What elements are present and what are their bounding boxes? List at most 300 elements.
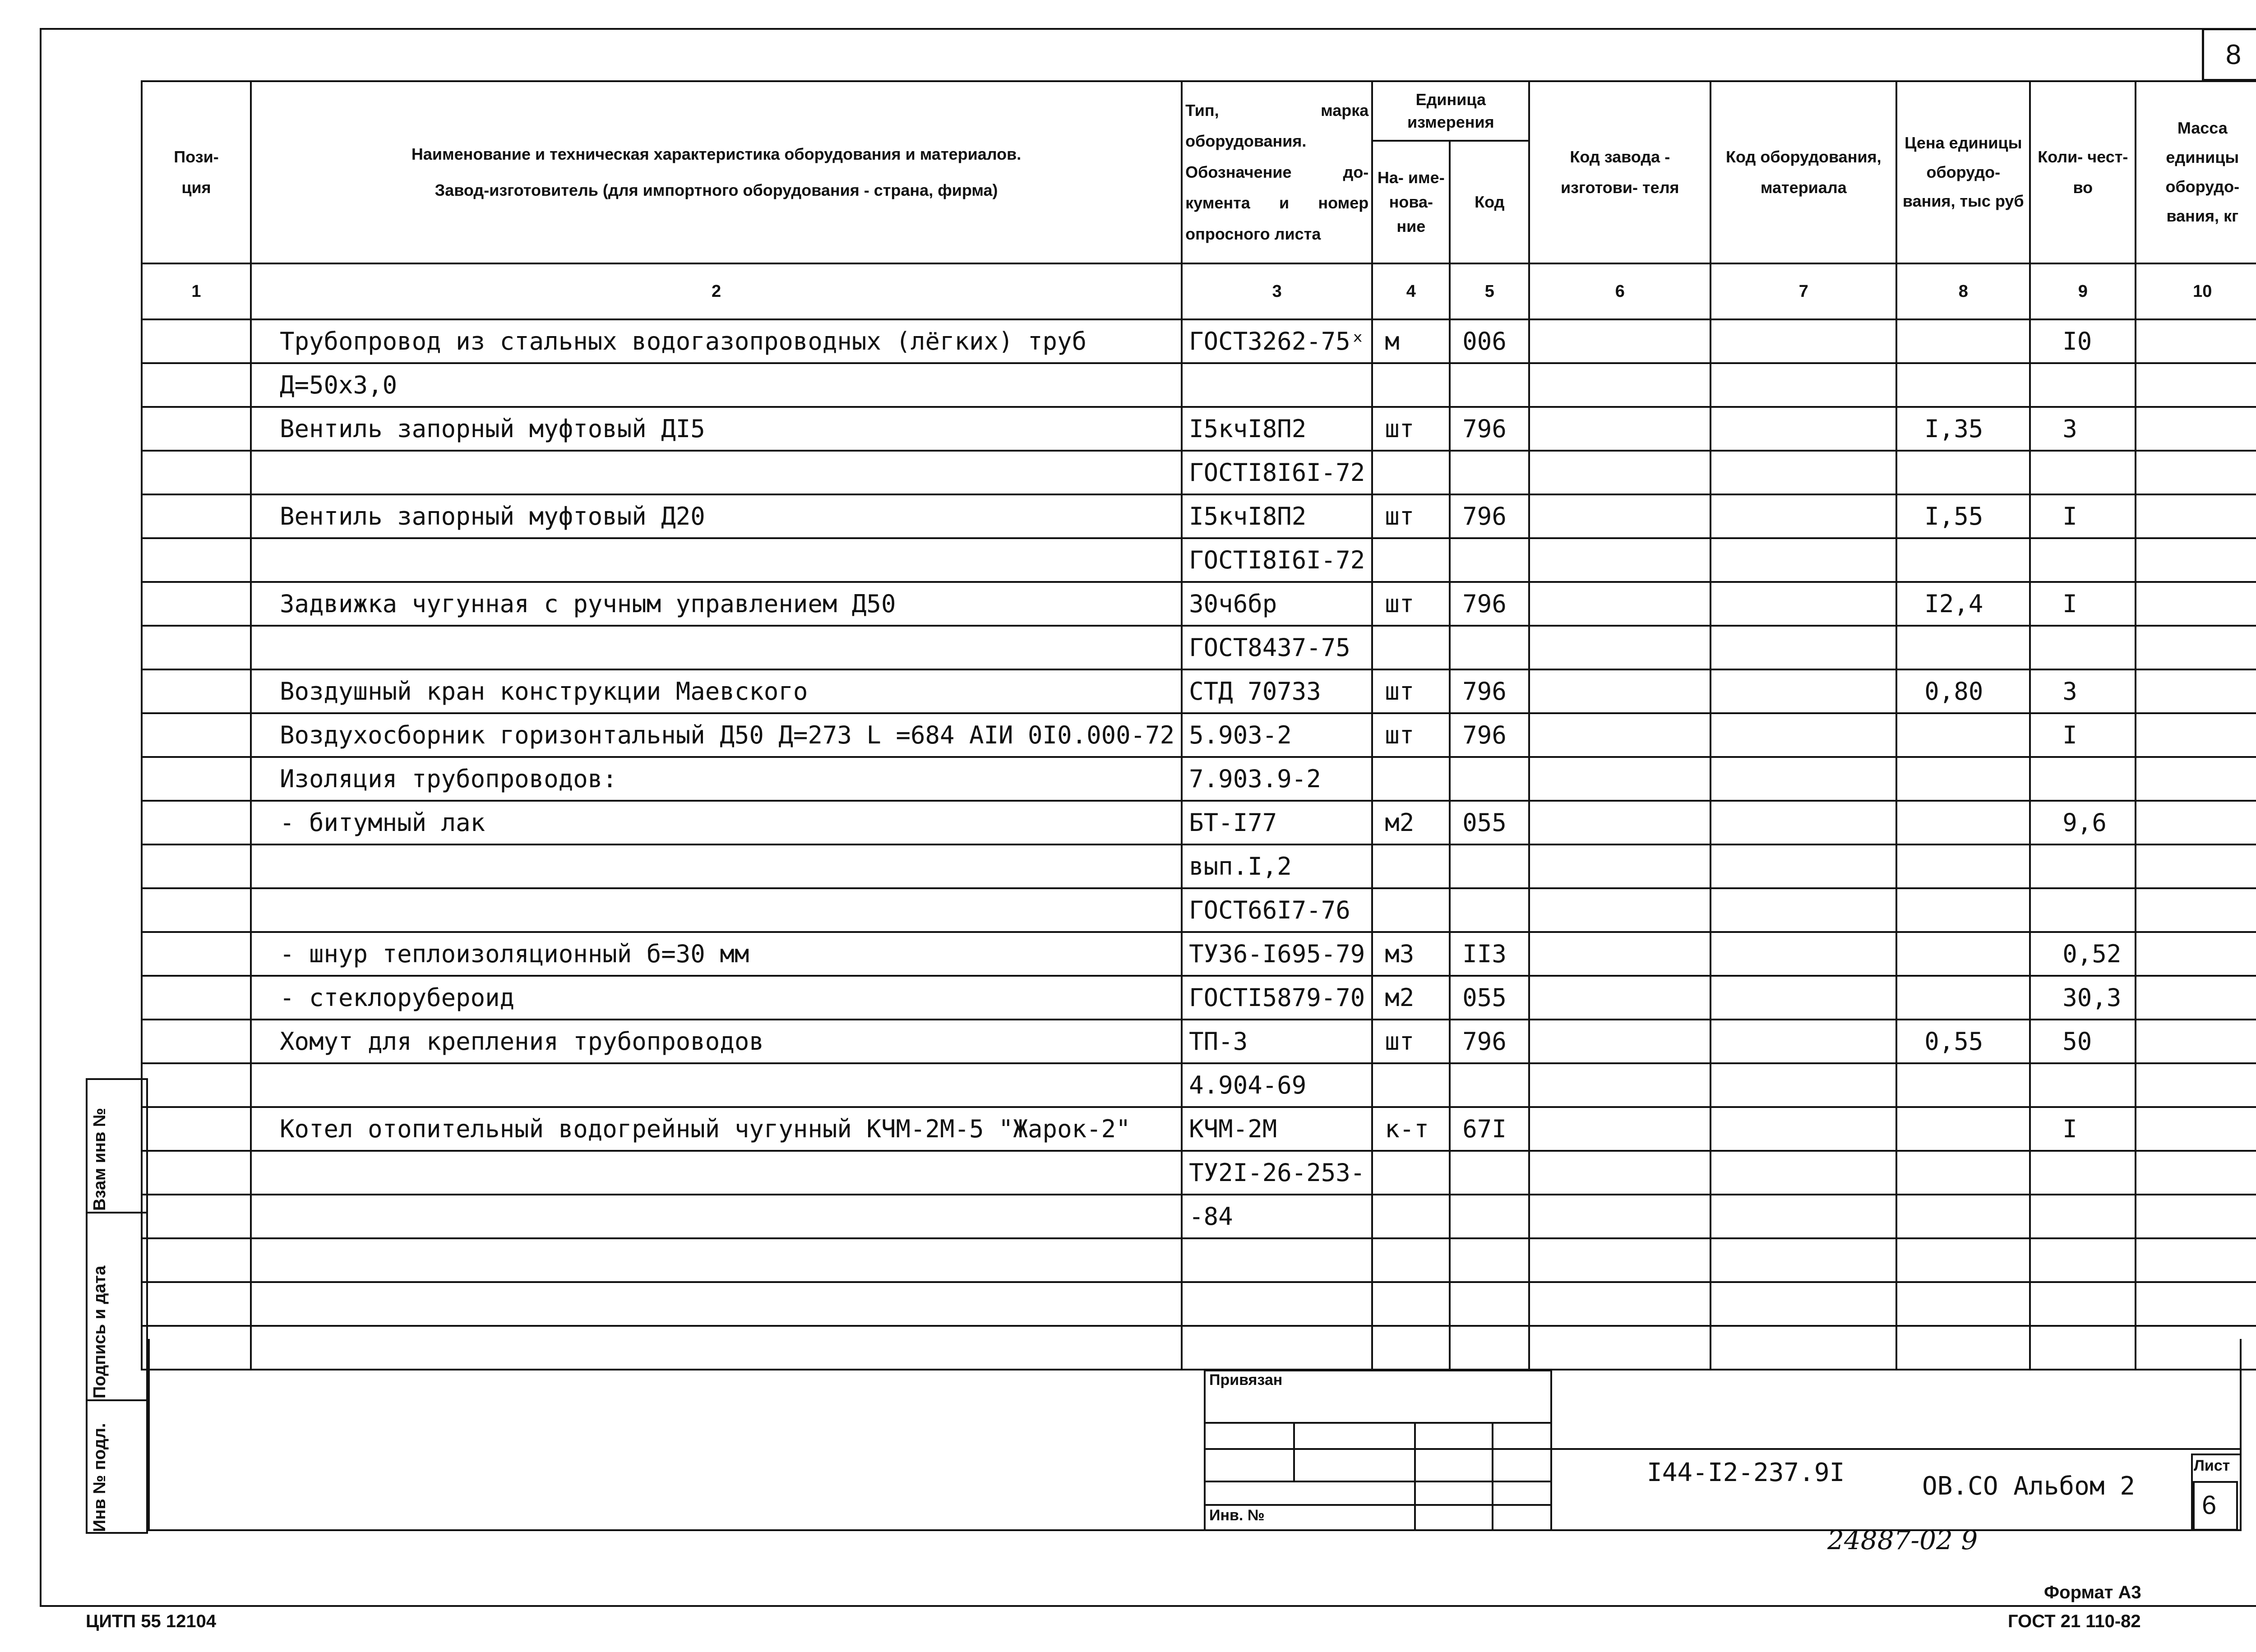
col-number: 8 [1896, 263, 2030, 319]
cell-price [1896, 451, 2030, 494]
cell-f [1529, 319, 1710, 363]
cell-unit [1372, 844, 1450, 888]
cell-qty [2030, 1151, 2136, 1195]
table-row [142, 1020, 2256, 1063]
cell-m [2136, 888, 2256, 932]
cell-m [2136, 801, 2256, 844]
stamp-inv-label: Инв. № [1209, 1507, 1265, 1524]
cell-m [2136, 932, 2256, 976]
col-number: 7 [1710, 263, 1896, 319]
cell-m [2136, 1195, 2256, 1238]
cell-code: 006 [1450, 319, 1529, 363]
cell-qty [2030, 757, 2136, 801]
side-cell-inv [86, 1399, 148, 1534]
table-row [142, 494, 2256, 538]
cell-m [2136, 1107, 2256, 1151]
cell-price [1896, 932, 2030, 976]
cell-f [1529, 582, 1710, 626]
list-top-line [2191, 1454, 2242, 1455]
header-unit-name: На- име- нова- ние [1372, 141, 1450, 263]
cell-unit [1372, 1282, 1450, 1326]
cell-f [1529, 713, 1710, 757]
cell-e [1710, 363, 1896, 407]
cell-pos [142, 451, 251, 494]
cell-pos [142, 1195, 251, 1238]
cell-f [1529, 363, 1710, 407]
cell-f [1529, 407, 1710, 451]
cell-qty: 3 [2030, 407, 2136, 451]
cell-doc: вып.I,2 [1182, 844, 1372, 888]
cell-doc: ТУ36-I695-79 [1182, 932, 1372, 976]
cell-e [1710, 844, 1896, 888]
cell-name [251, 1151, 1182, 1195]
stamp-line [1204, 1422, 1552, 1424]
cell-name: - шнур теплоизоляционный б=30 мм [251, 932, 1182, 976]
cell-e [1710, 451, 1896, 494]
cell-code: 796 [1450, 494, 1529, 538]
cell-price [1896, 1282, 2030, 1326]
cell-f [1529, 757, 1710, 801]
cell-e [1710, 538, 1896, 582]
cell-m [2136, 669, 2256, 713]
cell-name [251, 844, 1182, 888]
cell-f [1529, 494, 1710, 538]
cell-e [1710, 1195, 1896, 1238]
cell-e [1710, 757, 1896, 801]
cell-m [2136, 626, 2256, 669]
cell-name [251, 626, 1182, 669]
cell-doc: ГОСТI8I6I-72 [1182, 451, 1372, 494]
cell-f [1529, 888, 1710, 932]
stamp-vline [1492, 1422, 1493, 1531]
side-cell-podpis [86, 1212, 148, 1401]
cell-doc: СТД 70733 [1182, 669, 1372, 713]
cell-unit: шт [1372, 582, 1450, 626]
table-row [142, 538, 2256, 582]
cell-price [1896, 1195, 2030, 1238]
cell-unit [1372, 451, 1450, 494]
cell-qty [2030, 1238, 2136, 1282]
cell-m [2136, 494, 2256, 538]
cell-m [2136, 713, 2256, 757]
table-row [142, 626, 2256, 669]
cell-pos [142, 844, 251, 888]
cell-doc: КЧМ-2М [1182, 1107, 1372, 1151]
header-name-line1: Наименование и техническая характеристика оборудования и материалов. [411, 144, 1022, 163]
bottom-area [148, 1339, 2242, 1531]
cell-pos [142, 494, 251, 538]
header-unit: Единица измерения [1372, 81, 1529, 141]
cell-pos [142, 888, 251, 932]
cell-unit: м2 [1372, 801, 1450, 844]
cell-code [1450, 844, 1529, 888]
cell-m [2136, 363, 2256, 407]
header-position-text: Пози- ция [174, 147, 219, 197]
cell-pos [142, 1020, 251, 1063]
cell-price: I2,4 [1896, 582, 2030, 626]
cell-name: Воздушный кран конструкции Маевского [251, 669, 1182, 713]
cell-unit [1372, 888, 1450, 932]
cell-doc: 7.903.9-2 [1182, 757, 1372, 801]
header-factory-code: Код завода - изготови- теля [1529, 81, 1710, 263]
cell-name: - битумный лак [251, 801, 1182, 844]
cell-qty: I [2030, 494, 2136, 538]
cell-name: - стеклорубероид [251, 976, 1182, 1020]
cell-unit [1372, 1195, 1450, 1238]
col-number: 2 [251, 263, 1182, 319]
cell-code: 796 [1450, 1020, 1529, 1063]
table-row [142, 319, 2256, 363]
cell-f [1529, 1195, 1710, 1238]
cell-unit: шт [1372, 669, 1450, 713]
cell-pos [142, 932, 251, 976]
cell-e [1710, 494, 1896, 538]
cell-name [251, 1282, 1182, 1326]
cell-unit: м [1372, 319, 1450, 363]
cell-m [2136, 1063, 2256, 1107]
cell-doc: 5.903-2 [1182, 713, 1372, 757]
cell-m [2136, 1151, 2256, 1195]
cell-price [1896, 1107, 2030, 1151]
table-row [142, 1238, 2256, 1282]
cell-qty [2030, 451, 2136, 494]
cell-pos [142, 582, 251, 626]
cell-pos [142, 363, 251, 407]
cell-e [1710, 669, 1896, 713]
cell-qty: 50 [2030, 1020, 2136, 1063]
cell-doc: ТУ2I-26-253- [1182, 1151, 1372, 1195]
table-row [142, 976, 2256, 1020]
table-row [142, 1107, 2256, 1151]
cell-qty [2030, 363, 2136, 407]
cell-doc: ТП-3 [1182, 1020, 1372, 1063]
cell-name [251, 1063, 1182, 1107]
table-row [142, 582, 2256, 626]
cell-unit [1372, 1151, 1450, 1195]
document-number: I44-I2-237.9I [1647, 1458, 1845, 1487]
cell-qty: 30,3 [2030, 976, 2136, 1020]
header-position [142, 81, 251, 263]
list-value: 6 [2193, 1481, 2238, 1531]
cell-price [1896, 626, 2030, 669]
cell-m [2136, 538, 2256, 582]
cell-f [1529, 1282, 1710, 1326]
cell-pos [142, 976, 251, 1020]
cell-code [1450, 538, 1529, 582]
cell-unit: м2 [1372, 976, 1450, 1020]
format-label: Формат А3 [2044, 1583, 2141, 1602]
side-label-vzam: Взам инв № [90, 1107, 109, 1211]
cell-pos [142, 757, 251, 801]
cell-pos [142, 319, 251, 363]
cell-m [2136, 319, 2256, 363]
cell-name: Вентиль запорный муфтовый Д20 [251, 494, 1182, 538]
cell-doc [1182, 363, 1372, 407]
cell-qty: 3 [2030, 669, 2136, 713]
cell-e [1710, 801, 1896, 844]
header-unit-code: Код [1450, 141, 1529, 263]
cell-f [1529, 844, 1710, 888]
col-number: 6 [1529, 263, 1710, 319]
cell-unit: шт [1372, 407, 1450, 451]
cell-name: Д=50х3,0 [251, 363, 1182, 407]
cell-code [1450, 363, 1529, 407]
cell-qty: I [2030, 582, 2136, 626]
title-block-line [1552, 1448, 2242, 1450]
cell-unit [1372, 538, 1450, 582]
cell-price [1896, 1063, 2030, 1107]
table-row [142, 1063, 2256, 1107]
cell-price [1896, 1238, 2030, 1282]
cell-unit: шт [1372, 1020, 1450, 1063]
cell-price [1896, 801, 2030, 844]
stamp-vline [1293, 1422, 1295, 1481]
cell-e [1710, 319, 1896, 363]
cell-m [2136, 582, 2256, 626]
cell-qty [2030, 1195, 2136, 1238]
cell-m [2136, 407, 2256, 451]
header-type: Тип, марка оборудования. Обозначение до- кумента и номер опросного листа [1182, 81, 1372, 263]
cell-code [1450, 1195, 1529, 1238]
cell-pos [142, 626, 251, 669]
cell-pos [142, 1238, 251, 1282]
side-label-podpis: Подпись и дата [90, 1265, 109, 1398]
cell-name: Задвижка чугунная с ручным управлением Д50 [251, 582, 1182, 626]
cell-m [2136, 1020, 2256, 1063]
cell-e [1710, 1282, 1896, 1326]
cell-price [1896, 1151, 2030, 1195]
cell-unit [1372, 626, 1450, 669]
cell-qty: I [2030, 1107, 2136, 1151]
cell-code: 796 [1450, 669, 1529, 713]
cell-e [1710, 1238, 1896, 1282]
cell-code [1450, 1238, 1529, 1282]
cell-unit: шт [1372, 494, 1450, 538]
header-mass: Масса единицы оборудо- вания, кг [2136, 81, 2256, 263]
sheet-number: 8 [2202, 28, 2256, 81]
cell-qty [2030, 1282, 2136, 1326]
col-number: 9 [2030, 263, 2136, 319]
cell-qty [2030, 888, 2136, 932]
cell-code [1450, 888, 1529, 932]
cell-doc: I5кчI8П2 [1182, 494, 1372, 538]
cell-price [1896, 363, 2030, 407]
cell-qty [2030, 1063, 2136, 1107]
cell-price: I,55 [1896, 494, 2030, 538]
table-row [142, 1151, 2256, 1195]
cell-name: Вентиль запорный муфтовый ДI5 [251, 407, 1182, 451]
cell-m [2136, 976, 2256, 1020]
cell-price [1896, 976, 2030, 1020]
cell-name: Изоляция трубопроводов: [251, 757, 1182, 801]
table-row [142, 757, 2256, 801]
cell-pos [142, 801, 251, 844]
cell-code [1450, 757, 1529, 801]
table-row [142, 669, 2256, 713]
cell-price [1896, 538, 2030, 582]
col-number: 3 [1182, 263, 1372, 319]
cell-price [1896, 888, 2030, 932]
cell-qty [2030, 844, 2136, 888]
cell-pos [142, 1063, 251, 1107]
cell-pos [142, 407, 251, 451]
cell-qty: I0 [2030, 319, 2136, 363]
cell-doc: 30ч6бр [1182, 582, 1372, 626]
cell-e [1710, 1107, 1896, 1151]
list-label: Лист [2194, 1457, 2230, 1474]
col-number: 4 [1372, 263, 1450, 319]
cell-m [2136, 1238, 2256, 1282]
table-row [142, 363, 2256, 407]
cell-code: 055 [1450, 976, 1529, 1020]
cell-name: Трубопровод из стальных водогазопроводных (лёгких) труб [251, 319, 1182, 363]
stamp-privyazan-label: Привязан [1209, 1371, 1283, 1389]
header-price: Цена единицы оборудо- вания, тыс руб [1896, 81, 2030, 263]
side-strip [86, 1078, 148, 1534]
cell-e [1710, 626, 1896, 669]
cell-doc: ГОСТ3262-75ˣ [1182, 319, 1372, 363]
cell-code: 796 [1450, 713, 1529, 757]
cell-code [1450, 1282, 1529, 1326]
album-label: ОВ.СО Альбом 2 [1922, 1472, 2136, 1501]
cell-pos [142, 1282, 251, 1326]
cell-price [1896, 844, 2030, 888]
cell-f [1529, 451, 1710, 494]
cell-f [1529, 976, 1710, 1020]
cell-code: II3 [1450, 932, 1529, 976]
col-number: 5 [1450, 263, 1529, 319]
cell-code [1450, 1063, 1529, 1107]
cell-name: Котел отопительный водогрейный чугунный КЧМ-2М-5 "Жарок-2" [251, 1107, 1182, 1151]
cell-name [251, 888, 1182, 932]
cell-doc [1182, 1282, 1372, 1326]
citp-label: ЦИТП 55 12104 [86, 1611, 217, 1631]
cell-e [1710, 1063, 1896, 1107]
cell-e [1710, 1020, 1896, 1063]
stamp-vline [1414, 1422, 1416, 1531]
cell-name [251, 1195, 1182, 1238]
cell-unit: шт [1372, 713, 1450, 757]
side-label-inv: Инв № подл. [90, 1423, 109, 1532]
cell-code: 67I [1450, 1107, 1529, 1151]
cell-price: 0,55 [1896, 1020, 2030, 1063]
cell-pos [142, 669, 251, 713]
cell-price: I,35 [1896, 407, 2030, 451]
cell-name [251, 538, 1182, 582]
cell-e [1710, 582, 1896, 626]
cell-doc: ГОСТ8437-75 [1182, 626, 1372, 669]
table-row [142, 844, 2256, 888]
cell-m [2136, 451, 2256, 494]
table-row [142, 932, 2256, 976]
cell-m [2136, 757, 2256, 801]
cell-qty [2030, 626, 2136, 669]
cell-qty: 0,52 [2030, 932, 2136, 976]
cell-doc: 4.904-69 [1182, 1063, 1372, 1107]
cell-f [1529, 1020, 1710, 1063]
gost-label: ГОСТ 21 110-82 [2008, 1611, 2141, 1631]
col-number: 10 [2136, 263, 2256, 319]
cell-unit: м3 [1372, 932, 1450, 976]
table-row [142, 713, 2256, 757]
cell-e [1710, 713, 1896, 757]
cell-unit [1372, 1238, 1450, 1282]
cell-code: 796 [1450, 407, 1529, 451]
cell-e [1710, 1151, 1896, 1195]
cell-code [1450, 626, 1529, 669]
table-row [142, 1282, 2256, 1326]
cell-f [1529, 1151, 1710, 1195]
cell-doc: ГОСТI5879-70 [1182, 976, 1372, 1020]
cell-name [251, 451, 1182, 494]
cell-e [1710, 932, 1896, 976]
table-row [142, 407, 2256, 451]
stamp-line [1204, 1448, 1552, 1450]
cell-f [1529, 669, 1710, 713]
cell-price [1896, 713, 2030, 757]
cell-f [1529, 801, 1710, 844]
table-row [142, 888, 2256, 932]
list-left-line [2191, 1454, 2193, 1531]
cell-qty: 9,6 [2030, 801, 2136, 844]
table-row [142, 451, 2256, 494]
cell-doc [1182, 1238, 1372, 1282]
cell-unit: к-т [1372, 1107, 1450, 1151]
cell-doc: ГОСТI8I6I-72 [1182, 538, 1372, 582]
cell-e [1710, 407, 1896, 451]
stamp-line [1204, 1481, 1552, 1482]
cell-unit [1372, 757, 1450, 801]
cell-qty [2030, 538, 2136, 582]
cell-unit [1372, 1063, 1450, 1107]
cell-code: 055 [1450, 801, 1529, 844]
cell-code [1450, 451, 1529, 494]
cell-name [251, 1238, 1182, 1282]
cell-f [1529, 1238, 1710, 1282]
cell-pos [142, 713, 251, 757]
cell-f [1529, 538, 1710, 582]
specification-table [141, 80, 2256, 1371]
cell-doc: БТ-I77 [1182, 801, 1372, 844]
cell-doc: -84 [1182, 1195, 1372, 1238]
col-number: 1 [142, 263, 251, 319]
cell-m [2136, 1282, 2256, 1326]
cell-code: 796 [1450, 582, 1529, 626]
cell-price: 0,80 [1896, 669, 2030, 713]
header-name-line2: Завод-изготовитель (для импортного оборудования - страна, фирма) [435, 181, 998, 199]
cell-m [2136, 844, 2256, 888]
cell-doc: I5кчI8П2 [1182, 407, 1372, 451]
cell-f [1529, 626, 1710, 669]
cell-doc: ГОСТ66I7-76 [1182, 888, 1372, 932]
cell-price [1896, 757, 2030, 801]
cell-code [1450, 1151, 1529, 1195]
cell-price [1896, 319, 2030, 363]
header-name [251, 81, 1182, 263]
cell-pos [142, 1151, 251, 1195]
table-row [142, 1195, 2256, 1238]
specification-body [142, 319, 2256, 1370]
cell-e [1710, 888, 1896, 932]
cell-f [1529, 932, 1710, 976]
header-equipment-code: Код оборудования, материала [1710, 81, 1896, 263]
stamp-line [1204, 1504, 1552, 1506]
header-quantity: Коли- чест- во [2030, 81, 2136, 263]
cell-name: Хомут для крепления трубопроводов [251, 1020, 1182, 1063]
cell-f [1529, 1107, 1710, 1151]
cell-e [1710, 976, 1896, 1020]
cell-name: Воздухосборник горизонтальный Д50 Д=273 L =684 АIИ 0I0.000-72 [251, 713, 1182, 757]
